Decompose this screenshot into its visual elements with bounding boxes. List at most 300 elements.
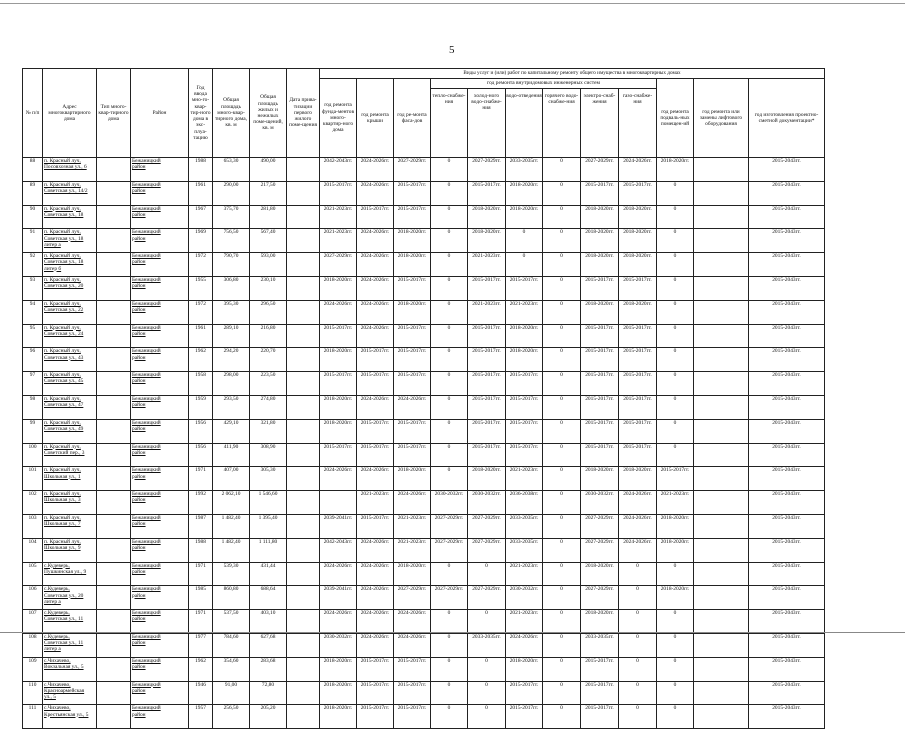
cell-address-line: п. Красный луч, xyxy=(44,395,81,402)
cell-heat: 0 xyxy=(431,181,468,205)
cell-year-built: 1972 xyxy=(189,253,213,277)
cell-hot-water: 0 xyxy=(543,586,581,610)
cell-heat: 0 xyxy=(431,372,468,396)
cell-total-area: 289,10 xyxy=(213,324,250,348)
cell-roof: 2024-2026гг. xyxy=(357,562,394,586)
cell-address xyxy=(43,491,97,515)
cell-district-line: район xyxy=(132,306,146,313)
cell-district xyxy=(131,324,189,348)
cell-address xyxy=(43,633,97,657)
cell-type xyxy=(97,419,131,443)
cell-electric: 2018-2020гг. xyxy=(581,300,619,324)
cell-privatization xyxy=(287,324,320,348)
cell-facade: 2018-2020гг. xyxy=(394,300,431,324)
cell-district-line: район xyxy=(132,164,146,171)
cell-type xyxy=(97,467,131,491)
cell-gas: 0 xyxy=(619,633,657,657)
cell-num: 101 xyxy=(23,467,43,491)
table-row xyxy=(23,300,825,324)
cell-facade: 2015-2017гг. xyxy=(394,681,431,705)
cell-foundation: 2039-2041гг. xyxy=(320,586,357,610)
cell-district-line: район xyxy=(132,687,146,694)
cell-living-area: 274,80 xyxy=(250,395,287,419)
cell-cold-water: 2030-2032гг. xyxy=(468,491,506,515)
cell-elevator xyxy=(694,253,749,277)
table-row xyxy=(23,586,825,610)
cell-hot-water: 0 xyxy=(543,158,581,182)
cell-cold-water: 2015-2017гг. xyxy=(468,181,506,205)
cell-design-docs: 2015-2043гг. xyxy=(749,348,825,372)
cell-address xyxy=(43,443,97,467)
cell-gas: 0 xyxy=(619,681,657,705)
cell-cold-water: 0 xyxy=(468,681,506,705)
cell-heat: 0 xyxy=(431,562,468,586)
scan-edge-bottom xyxy=(0,632,905,633)
cell-elevator xyxy=(694,324,749,348)
cell-hot-water: 0 xyxy=(543,657,581,681)
cell-district xyxy=(131,514,189,538)
page-number: 5 xyxy=(449,44,455,56)
cell-address-line: Советская ул., 18 xyxy=(44,235,84,242)
table-row xyxy=(23,467,825,491)
cell-total-area: 539,30 xyxy=(213,562,250,586)
cell-hot-water: 0 xyxy=(543,681,581,705)
cell-design-docs: 2015-2043гг. xyxy=(749,467,825,491)
cell-district-line: район xyxy=(132,497,146,504)
col-design-docs: год изготовления проектно-сметной документации* xyxy=(749,79,825,158)
cell-foundation: 2021-2023гг. xyxy=(320,229,357,253)
cell-heat: 0 xyxy=(431,348,468,372)
cell-address-line: с.Кудеверь, xyxy=(44,586,70,593)
cell-facade: 2018-2020гг. xyxy=(394,229,431,253)
cell-living-area: 1 546,60 xyxy=(250,491,287,515)
cell-hot-water: 0 xyxy=(543,348,581,372)
cell-foundation: 2027-2029гг. xyxy=(320,253,357,277)
cell-total-area: 860,80 xyxy=(213,586,250,610)
cell-total-area: 653,30 xyxy=(213,158,250,182)
cell-hot-water: 0 xyxy=(543,324,581,348)
cell-foundation: 2042-2043гг. xyxy=(320,158,357,182)
col-hot-water: горячего водо-снабже-ния xyxy=(543,89,581,157)
cell-district-line: район xyxy=(132,259,146,266)
cell-address xyxy=(43,324,97,348)
cell-address-line: Крестьянская ул., 5 xyxy=(44,711,89,718)
cell-elevator xyxy=(694,419,749,443)
cell-address xyxy=(43,205,97,229)
cell-sewer: 2033-2035гг. xyxy=(506,158,543,182)
table-row xyxy=(23,538,825,562)
cell-cold-water: 2018-2020гг. xyxy=(468,205,506,229)
cell-gas: 2018-2020гг. xyxy=(619,205,657,229)
cell-district-line: Бежаницкий xyxy=(132,181,161,188)
cell-address-line: п. Красный луч, xyxy=(44,324,81,331)
cell-design-docs: 2015-2043гг. xyxy=(749,633,825,657)
cell-sewer: 2021-2023гг. xyxy=(506,562,543,586)
cell-electric: 2027-2029гг. xyxy=(581,158,619,182)
cell-roof: 2015-2017гг. xyxy=(357,681,394,705)
cell-roof: 2015-2017гг. xyxy=(357,348,394,372)
cell-district-line: Бежаницкий xyxy=(132,681,161,688)
cell-foundation: 2042-2043гг. xyxy=(320,538,357,562)
cell-facade: 2015-2017гг. xyxy=(394,348,431,372)
cell-address-line: с.Чихачево, xyxy=(44,681,71,688)
cell-address-line: литер а xyxy=(44,598,61,605)
cell-cold-water: 2021-2023гг. xyxy=(468,253,506,277)
cell-address xyxy=(43,610,97,634)
cell-basement: 2018-2020гг. xyxy=(657,586,694,610)
cell-year-built: 1955 xyxy=(189,276,213,300)
cell-num: 100 xyxy=(23,443,43,467)
cell-address xyxy=(43,300,97,324)
table-body xyxy=(23,158,825,729)
cell-heat: 0 xyxy=(431,681,468,705)
cell-sewer: 2018-2020гг. xyxy=(506,348,543,372)
cell-privatization xyxy=(287,633,320,657)
cell-design-docs: 2015-2043гг. xyxy=(749,372,825,396)
cell-basement: 0 xyxy=(657,181,694,205)
cell-district-line: Бежаницкий xyxy=(132,633,161,640)
table-row xyxy=(23,348,825,372)
cell-hot-water: 0 xyxy=(543,205,581,229)
cell-district-line: район xyxy=(132,283,146,290)
cell-privatization xyxy=(287,586,320,610)
cell-type xyxy=(97,395,131,419)
cell-hot-water: 0 xyxy=(543,229,581,253)
cell-elevator xyxy=(694,657,749,681)
cell-roof: 2021-2023гг. xyxy=(357,491,394,515)
cell-cold-water: 2015-2017гг. xyxy=(468,419,506,443)
cell-district xyxy=(131,467,189,491)
cell-total-area: 293,50 xyxy=(213,395,250,419)
cell-privatization xyxy=(287,491,320,515)
cell-privatization xyxy=(287,657,320,681)
cell-living-area: 403,10 xyxy=(250,610,287,634)
cell-total-area: 790,70 xyxy=(213,253,250,277)
cell-gas: 2015-2017гг. xyxy=(619,395,657,419)
cell-district-line: район xyxy=(132,330,146,337)
cell-basement: 0 xyxy=(657,348,694,372)
cell-elevator xyxy=(694,158,749,182)
cell-design-docs: 2015-2043гг. xyxy=(749,514,825,538)
cell-design-docs: 2015-2043гг. xyxy=(749,705,825,729)
cell-num: 109 xyxy=(23,657,43,681)
cell-address xyxy=(43,276,97,300)
cell-basement: 0 xyxy=(657,300,694,324)
cell-district-line: район xyxy=(132,378,146,385)
cell-total-area: 290,00 xyxy=(213,181,250,205)
cell-district xyxy=(131,538,189,562)
cell-year-built: 1992 xyxy=(189,491,213,515)
cell-address-line: Советская ул., 18 xyxy=(44,259,84,266)
col-electric: электро-снаб-жения xyxy=(581,89,619,157)
cell-elevator xyxy=(694,681,749,705)
cell-facade: 2024-2026гг. xyxy=(394,491,431,515)
cell-district xyxy=(131,300,189,324)
cell-address xyxy=(43,586,97,610)
cell-num: 93 xyxy=(23,276,43,300)
cell-total-area: 537,50 xyxy=(213,610,250,634)
cell-living-area: 220,70 xyxy=(250,348,287,372)
cell-address-line: Советская ул., 11 xyxy=(44,640,84,647)
cell-year-built: 1956 xyxy=(189,419,213,443)
cell-hot-water: 0 xyxy=(543,610,581,634)
cell-foundation: 2015-2017гг. xyxy=(320,372,357,396)
cell-cold-water: 2027-2029гг. xyxy=(468,514,506,538)
cell-design-docs: 2015-2043гг. xyxy=(749,229,825,253)
cell-address-line: с.Кудеверь, xyxy=(44,562,70,569)
cell-district-line: Бежаницкий xyxy=(132,586,161,593)
cell-elevator xyxy=(694,562,749,586)
cell-roof: 2024-2026гг. xyxy=(357,538,394,562)
cell-district-line: Бежаницкий xyxy=(132,348,161,355)
cell-total-area: 91,00 xyxy=(213,681,250,705)
cell-num: 92 xyxy=(23,253,43,277)
cell-type xyxy=(97,657,131,681)
table-row xyxy=(23,229,825,253)
cell-gas: 2018-2020гг. xyxy=(619,253,657,277)
cell-district-line: район xyxy=(132,211,146,218)
cell-design-docs: 2015-2043гг. xyxy=(749,181,825,205)
cell-privatization xyxy=(287,514,320,538)
cell-total-area: 256,50 xyxy=(213,705,250,729)
cell-hot-water: 0 xyxy=(543,253,581,277)
cell-num: 104 xyxy=(23,538,43,562)
cell-facade: 2015-2017гг. xyxy=(394,205,431,229)
table-row xyxy=(23,610,825,634)
cell-num: 95 xyxy=(23,324,43,348)
cell-heat: 0 xyxy=(431,467,468,491)
table-row xyxy=(23,181,825,205)
cell-facade: 2024-2026гг. xyxy=(394,395,431,419)
cell-type xyxy=(97,276,131,300)
cell-address xyxy=(43,467,97,491)
capital-repair-table xyxy=(22,68,825,729)
cell-district-line: Бежаницкий xyxy=(132,324,161,331)
cell-cold-water: 2018-2020гг. xyxy=(468,229,506,253)
cell-district-line: район xyxy=(132,663,146,670)
cell-district xyxy=(131,562,189,586)
cell-gas: 2018-2020гг. xyxy=(619,467,657,491)
cell-district-line: район xyxy=(132,640,146,647)
cell-sewer: 2036-2038гг. xyxy=(506,491,543,515)
cell-basement: 0 xyxy=(657,419,694,443)
cell-facade: 2018-2020гг. xyxy=(394,253,431,277)
cell-cold-water: 2015-2017гг. xyxy=(468,324,506,348)
cell-electric: 2018-2020гг. xyxy=(581,562,619,586)
cell-sewer: 2018-2020гг. xyxy=(506,657,543,681)
cell-basement: 2021-2023гг. xyxy=(657,491,694,515)
cell-district xyxy=(131,705,189,729)
cell-electric: 2027-2029гг. xyxy=(581,538,619,562)
cell-basement: 2015-2017гг. xyxy=(657,467,694,491)
cell-address-line: п. Красный луч, xyxy=(44,181,81,188)
col-district: Район xyxy=(131,69,189,158)
cell-heat: 2027-2029гг. xyxy=(431,514,468,538)
col-basement: год ремонта подваль-ных помещен-ий xyxy=(657,79,694,158)
cell-design-docs: 2015-2043гг. xyxy=(749,276,825,300)
cell-total-area: 375,70 xyxy=(213,205,250,229)
cell-elevator xyxy=(694,229,749,253)
cell-basement: 0 xyxy=(657,205,694,229)
cell-address-line: с.Кудеверь, xyxy=(44,610,70,617)
cell-cold-water: 2015-2017гг. xyxy=(468,276,506,300)
cell-total-area: 784,60 xyxy=(213,633,250,657)
cell-address-line: п. Красный луч, xyxy=(44,372,81,379)
cell-electric: 2015-2017гг. xyxy=(581,419,619,443)
col-elevator: год ремонта или замены лифтового оборудования xyxy=(694,79,749,158)
cell-address xyxy=(43,372,97,396)
cell-design-docs: 2015-2043гг. xyxy=(749,562,825,586)
cell-electric: 2015-2017гг. xyxy=(581,705,619,729)
cell-facade: 2018-2020гг. xyxy=(394,562,431,586)
cell-cold-water: 2027-2029гг. xyxy=(468,586,506,610)
cell-cold-water: 2015-2017гг. xyxy=(468,372,506,396)
cell-year-built: 1957 xyxy=(189,705,213,729)
cell-gas: 2015-2017гг. xyxy=(619,276,657,300)
table-row xyxy=(23,491,825,515)
cell-num: 99 xyxy=(23,419,43,443)
cell-cold-water: 0 xyxy=(468,657,506,681)
cell-address xyxy=(43,253,97,277)
cell-gas: 0 xyxy=(619,562,657,586)
cell-address xyxy=(43,348,97,372)
cell-roof: 2024-2026гг. xyxy=(357,586,394,610)
cell-elevator xyxy=(694,395,749,419)
cell-privatization xyxy=(287,681,320,705)
cell-design-docs: 2015-2043гг. xyxy=(749,205,825,229)
cell-roof: 2024-2026гг. xyxy=(357,633,394,657)
cell-gas: 2024-2026гг. xyxy=(619,538,657,562)
cell-facade: 2024-2026гг. xyxy=(394,633,431,657)
cell-basement: 0 xyxy=(657,372,694,396)
cell-roof: 2024-2026гг. xyxy=(357,276,394,300)
cell-heat: 0 xyxy=(431,610,468,634)
cell-privatization xyxy=(287,443,320,467)
cell-district-line: Бежаницкий xyxy=(132,300,161,307)
cell-privatization xyxy=(287,348,320,372)
table-row xyxy=(23,633,825,657)
cell-living-area: 216,80 xyxy=(250,324,287,348)
cell-elevator xyxy=(694,300,749,324)
cell-foundation: 2024-2026гг. xyxy=(320,467,357,491)
cell-type xyxy=(97,705,131,729)
cell-design-docs: 2015-2043гг. xyxy=(749,681,825,705)
table-row xyxy=(23,276,825,300)
cell-district xyxy=(131,633,189,657)
cell-total-area: 2 062,10 xyxy=(213,491,250,515)
col-year-built: Год ввода мно-го-квар-тир-ного дома в экс-плуа-тацию xyxy=(189,69,213,158)
cell-living-area: 217,50 xyxy=(250,181,287,205)
cell-district xyxy=(131,181,189,205)
cell-district-line: Бежаницкий xyxy=(132,276,161,283)
cell-electric: 2018-2020гг. xyxy=(581,253,619,277)
cell-privatization xyxy=(287,253,320,277)
cell-privatization xyxy=(287,372,320,396)
cell-gas: 2015-2017гг. xyxy=(619,324,657,348)
cell-type xyxy=(97,158,131,182)
cell-heat: 0 xyxy=(431,395,468,419)
cell-district-line: Бежаницкий xyxy=(132,514,161,521)
cell-roof: 2024-2026гг. xyxy=(357,467,394,491)
cell-gas: 2015-2017гг. xyxy=(619,181,657,205)
cell-district xyxy=(131,419,189,443)
cell-facade: 2021-2023гг. xyxy=(394,514,431,538)
cell-address xyxy=(43,229,97,253)
cell-facade: 2015-2017гг. xyxy=(394,419,431,443)
cell-heat: 2030-2032гг. xyxy=(431,491,468,515)
cell-address xyxy=(43,395,97,419)
cell-living-area: 296,50 xyxy=(250,300,287,324)
col-type: Тип много-квар-тирного дома xyxy=(97,69,131,158)
cell-total-area: 429,10 xyxy=(213,419,250,443)
cell-address-line: Советская ул., 47 xyxy=(44,402,84,409)
cell-living-area: 283,68 xyxy=(250,657,287,681)
cell-address xyxy=(43,538,97,562)
cell-address-line: Посовхозная ул., 6 xyxy=(44,164,87,171)
cell-living-area: 281,80 xyxy=(250,205,287,229)
cell-year-built: 1961 xyxy=(189,181,213,205)
cell-facade: 2015-2017гг. xyxy=(394,705,431,729)
cell-address-line: Пушкинская ул., 9 xyxy=(44,568,87,575)
cell-design-docs: 2015-2043гг. xyxy=(749,395,825,419)
cell-sewer: 2015-2017гг. xyxy=(506,395,543,419)
cell-address xyxy=(43,681,97,705)
cell-privatization xyxy=(287,276,320,300)
cell-address xyxy=(43,419,97,443)
cell-basement: 0 xyxy=(657,229,694,253)
cell-foundation: 2018-2020гг. xyxy=(320,681,357,705)
cell-total-area: 298,00 xyxy=(213,372,250,396)
cell-privatization xyxy=(287,229,320,253)
cell-gas: 2015-2017гг. xyxy=(619,372,657,396)
cell-district-line: Бежаницкий xyxy=(132,610,161,617)
cell-foundation: 2018-2020гг. xyxy=(320,348,357,372)
cell-roof: 2015-2017гг. xyxy=(357,419,394,443)
cell-roof: 2015-2017гг. xyxy=(357,514,394,538)
table-row xyxy=(23,657,825,681)
cell-hot-water: 0 xyxy=(543,491,581,515)
table-row xyxy=(23,705,825,729)
cell-sewer: 2015-2017гг. xyxy=(506,681,543,705)
cell-type xyxy=(97,538,131,562)
cell-address-line: Советская ул., 45 xyxy=(44,378,84,385)
cell-privatization xyxy=(287,562,320,586)
cell-address-line: Школьная ул., 9 xyxy=(44,544,81,551)
col-facade: год ре-монта фаса-дов xyxy=(394,79,431,158)
cell-district-line: район xyxy=(132,402,146,409)
cell-hot-water: 0 xyxy=(543,443,581,467)
cell-year-built: 1972 xyxy=(189,300,213,324)
cell-privatization xyxy=(287,181,320,205)
cell-district-line: Бежаницкий xyxy=(132,562,161,569)
cell-hot-water: 0 xyxy=(543,181,581,205)
cell-privatization xyxy=(287,610,320,634)
cell-address-line: п. Красный луч, xyxy=(44,467,81,474)
cell-num: 108 xyxy=(23,633,43,657)
cell-gas: 2015-2017гг. xyxy=(619,419,657,443)
cell-address-line: Красноармейская xyxy=(44,687,85,694)
cell-sewer: 0 xyxy=(506,229,543,253)
cell-facade: 2015-2017гг. xyxy=(394,181,431,205)
cell-facade: 2021-2023гг. xyxy=(394,538,431,562)
cell-basement: 0 xyxy=(657,443,694,467)
cell-num: 88 xyxy=(23,158,43,182)
cell-foundation: 2018-2020гг. xyxy=(320,395,357,419)
cell-privatization xyxy=(287,538,320,562)
cell-facade: 2024-2026гг. xyxy=(394,610,431,634)
cell-electric: 2015-2017гг. xyxy=(581,324,619,348)
cell-living-area: 1 395,40 xyxy=(250,514,287,538)
